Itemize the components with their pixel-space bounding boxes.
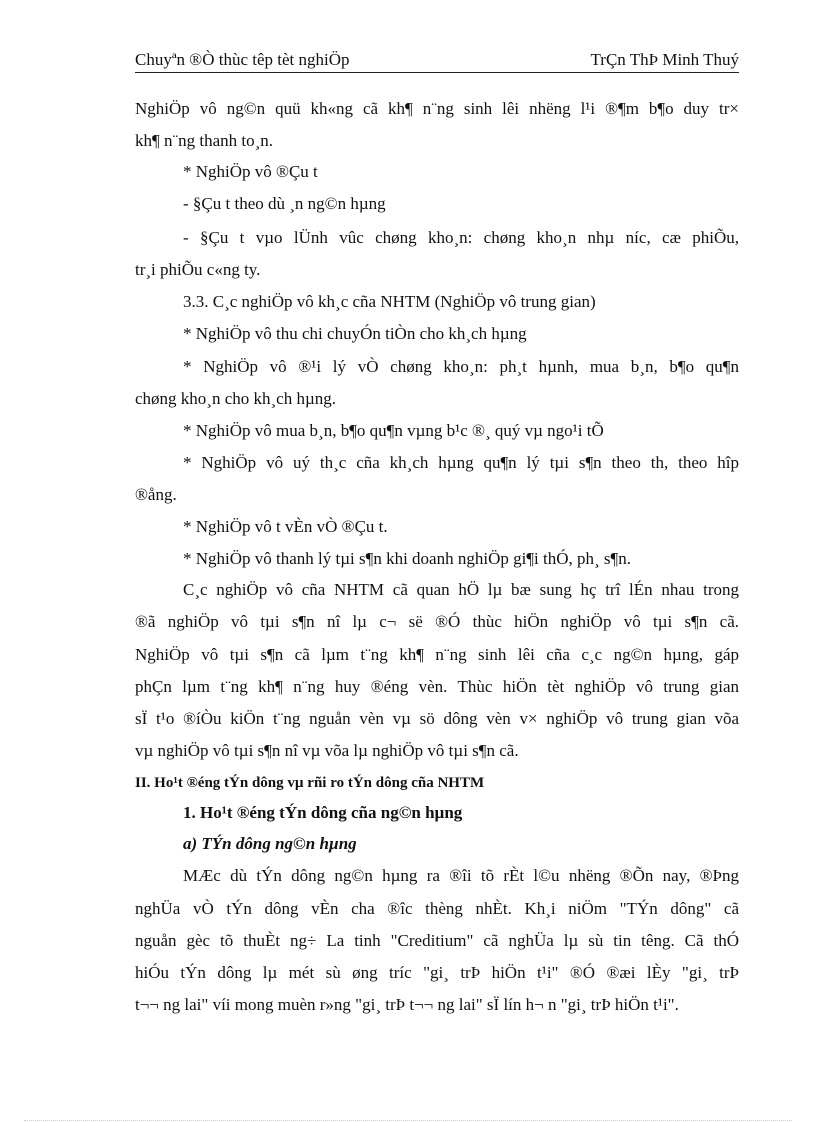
paragraph-line: ®ã nghiÖp vô tµi s¶n nî lµ c¬ së ®Ó thùc hiÖn nghiÖp vô tµi s¶n cã. bbox=[135, 612, 739, 631]
header-author: TrÇn ThÞ Minh Thuý bbox=[590, 50, 739, 69]
page-header bbox=[135, 50, 739, 73]
bullet-line: * NghiÖp vô t vÈn vÒ ®Çu t. bbox=[183, 517, 388, 536]
body-line: tr¸i phiÕu c«ng ty. bbox=[135, 260, 261, 279]
bullet-line: * NghiÖp vô mua b¸n, b¶o qu¶n vµng b¹c ®¸ quý vµ ngo¹i tÕ bbox=[183, 421, 604, 440]
paragraph-line: MÆc dù tÝn dông ng©n hµng ra ®îi tõ rÈt l©u nhëng ®Õn nay, ®Þng bbox=[183, 866, 739, 885]
body-line: chøng kho¸n cho kh¸ch hµng. bbox=[135, 389, 337, 408]
body-line: kh¶ n¨ng thanh to¸n. bbox=[135, 131, 274, 150]
paragraph-line: vµ nghiÖp vô tµi s¶n nî vµ võa lµ nghiÖp vô tµi s¶n cã. bbox=[135, 741, 519, 760]
bullet-line: * NghiÖp vô uý th¸c cña kh¸ch hµng qu¶n lý tµi s¶n theo th, theo hîp bbox=[183, 453, 739, 472]
body-line: NghiÖp vô ng©n quü kh«ng cã kh¶ n¨ng sinh lêi nhëng l¹i ®¶m b¶o duy tr× bbox=[135, 99, 739, 118]
page-bottom-edge bbox=[24, 1120, 792, 1121]
paragraph-line: NghiÖp vô tµi s¶n cã lµm t¨ng kh¶ n¨ng sinh lêi cña c¸c ng©n hµng, gáp bbox=[135, 645, 739, 664]
paragraph-line: phÇn lµm t¨ng kh¶ n¨ng huy ®éng vèn. Thùc hiÖn tèt nghiÖp vô trung gian bbox=[135, 677, 739, 696]
body-line: ®ång. bbox=[135, 485, 177, 504]
paragraph-line: t¬¬ ng lai" víi mong muèn r»ng "gi¸ trÞ t¬¬ ng lai" sÏ lín h¬ n "gi¸ trÞ hiÖn t¹i". bbox=[135, 995, 679, 1014]
bullet-line: * NghiÖp vô ®¹i lý vÒ chøng kho¸n: ph¸t hµnh, mua b¸n, b¶o qu¶n bbox=[183, 357, 739, 376]
bullet-line: - §Çu t theo dù ¸n ng©n hµng bbox=[183, 194, 386, 213]
bullet-line: * NghiÖp vô ®Çu t bbox=[183, 162, 318, 181]
paragraph-line: hiÓu tÝn dông lµ mét sù øng tríc "gi¸ trÞ hiÖn t¹i" ®Ó ®æi lÈy "gi¸ trÞ bbox=[135, 963, 739, 982]
paragraph-line: C¸c nghiÖp vô cña NHTM cã quan hÖ lµ bæ sung hç trî lÉn nhau trong bbox=[183, 580, 739, 599]
section-heading: 3.3. C¸c nghiÖp vô kh¸c cña NHTM (NghiÖp vô trung gian) bbox=[183, 292, 596, 311]
bullet-line: * NghiÖp vô thanh lý tµi s¶n khi doanh nghiÖp gi¶i thÓ, ph¸ s¶n. bbox=[183, 549, 631, 568]
paragraph-line: nghÜa vÒ tÝn dông vÈn cha ®îc thèng nhÈt. Kh¸i niÖm "TÝn dông" cã bbox=[135, 899, 739, 918]
header-topic: Chuyªn ®Ò thùc têp tèt nghiÖp bbox=[135, 50, 350, 69]
paragraph-line: sÏ t¹o ®íÒu kiÖn t¨ng nguån vèn vµ sö dông vèn v× nghiÖp vô trung gian võa bbox=[135, 709, 739, 728]
chapter-heading: II. Ho¹t ®éng tÝn dông vµ rñi ro tÝn dông cña NHTM bbox=[135, 775, 485, 791]
bullet-line: * NghiÖp vô thu chi chuyÓn tiÒn cho kh¸ch hµng bbox=[183, 324, 527, 343]
paragraph-line: nguån gèc tõ thuÈt ng÷ La tinh "Creditium" cã nghÜa lµ sù tin têng. Cã thÓ bbox=[135, 931, 739, 950]
section-heading: 1. Ho¹t ®éng tÝn dông cña ng©n hµng bbox=[183, 803, 463, 822]
bullet-line: - §Çu t vµo lÜnh vûc chøng kho¸n: chøng kho¸n nhµ níc, cæ phiÕu, bbox=[183, 228, 739, 247]
subsection-heading: a) TÝn dông ng©n hµng bbox=[183, 834, 357, 853]
